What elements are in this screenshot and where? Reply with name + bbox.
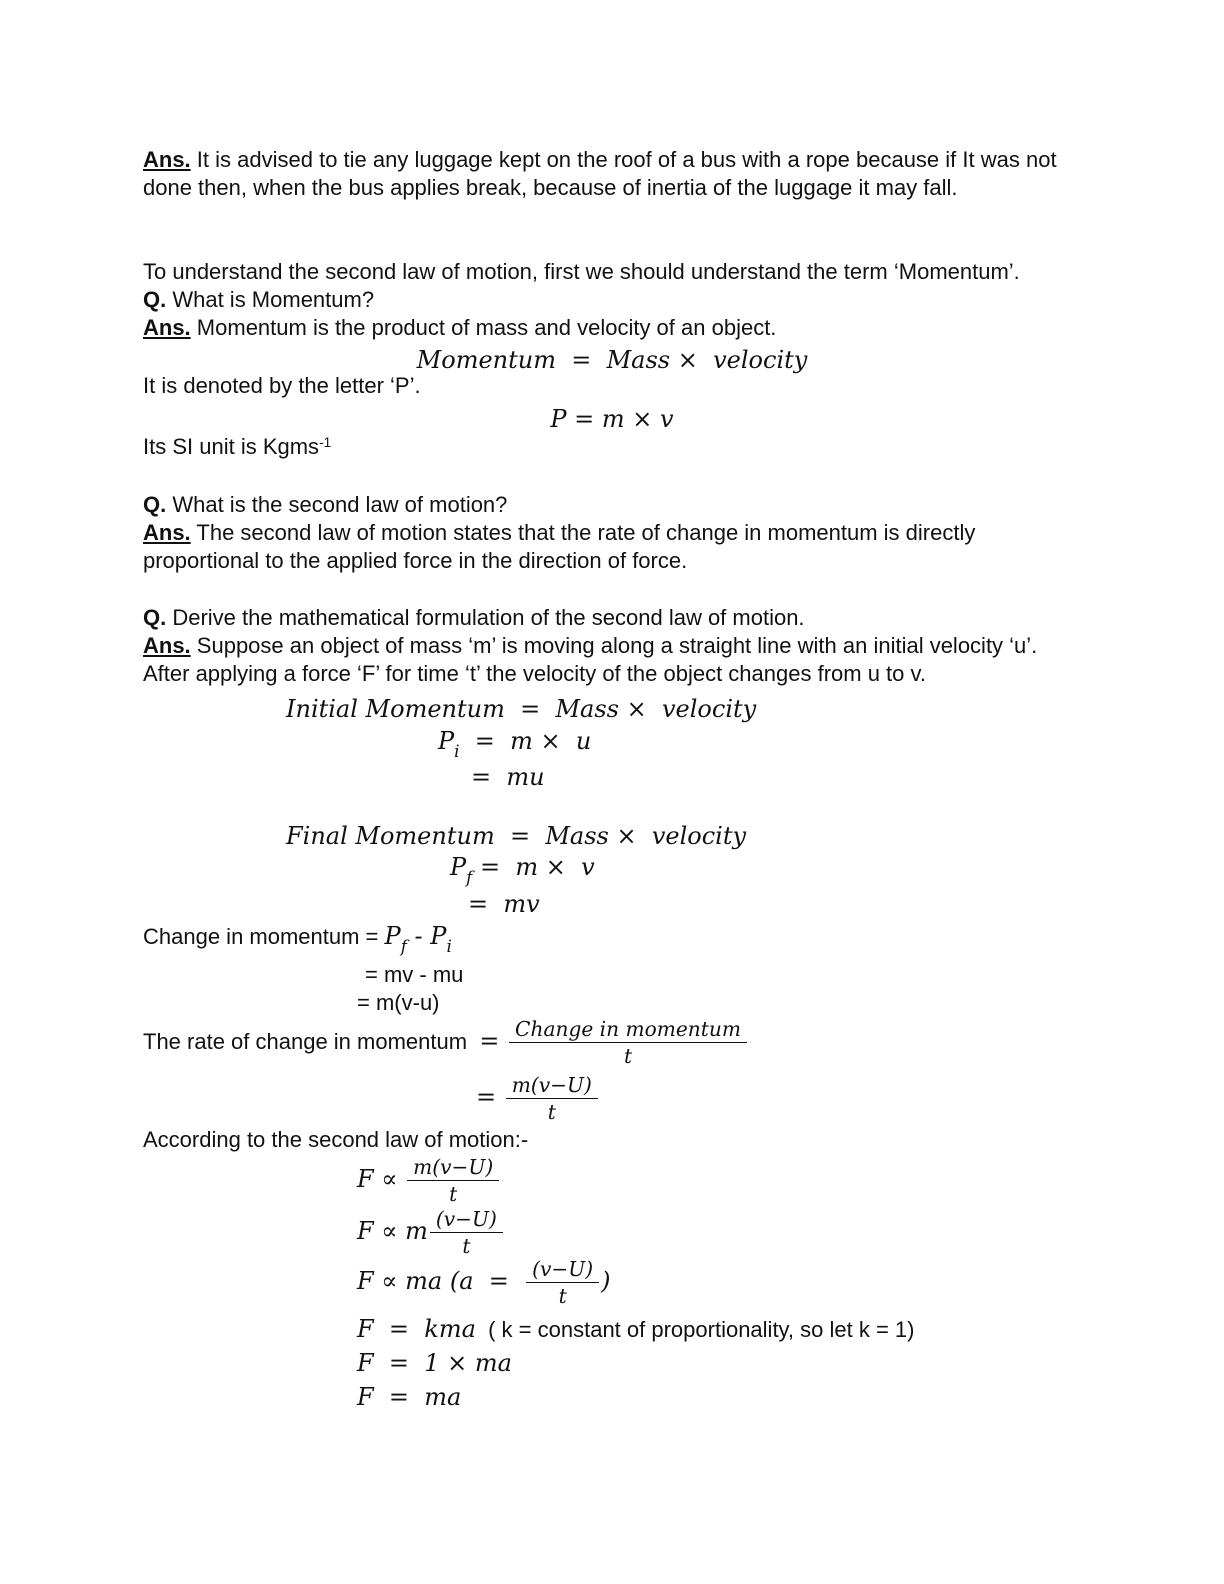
equation-initial-momentum: Initial Momentum = Mass × velocity bbox=[286, 695, 757, 723]
ans-label: Ans. bbox=[143, 315, 191, 340]
si-unit-line: Its SI unit is Kgms$^{-1}$ bbox=[143, 434, 332, 459]
answer-derive-line-1: Ans. Suppose an object of mass ‘m’ is moving along a straight line with an initial velocity ‘u’. bbox=[143, 633, 1038, 658]
equation-f-proportional-1: F ∝ $\frac{m(v-U)}{t}$ bbox=[357, 1156, 501, 1205]
q-label: Q. bbox=[143, 605, 167, 630]
answer-luggage-text-2: done then, when the bus applies break, because of inertia of the luggage it may fall. bbox=[143, 175, 958, 200]
answer-second-law-line-2: proportional to the applied force in the direction of force. bbox=[143, 548, 688, 573]
fraction-change-over-t: $\frac{\text{Change in momentum}}{t}$ bbox=[509, 1018, 747, 1067]
equation-m-v-minus-u: = m(v-u) bbox=[357, 990, 440, 1015]
subscript-f: f bbox=[466, 867, 473, 888]
answer-momentum: Ans. Momentum is the product of mass and velocity of an object. bbox=[143, 315, 777, 340]
equation-f-proportional-3: F ∝ ma (a = $\frac{(v-U)}{t}$ ) bbox=[357, 1257, 611, 1309]
equation-f-kma: F = kma ( k = constant of proportionality, so let k = 1) bbox=[357, 1315, 915, 1343]
subscript-f: f bbox=[400, 936, 407, 957]
equation-mv: = mv bbox=[468, 890, 540, 918]
equation-p-definition: P = m × v bbox=[550, 405, 674, 433]
q-label: Q. bbox=[143, 492, 167, 517]
equation-mv-minus-mu: = mv - mu bbox=[365, 962, 464, 987]
equation-pf: $P_f = m \times v$ bbox=[450, 853, 595, 888]
rate-of-change-line-2: = $\frac{m(v-U)}{t}$ bbox=[476, 1074, 600, 1123]
pf-symbol: $P_f - P_i$ bbox=[384, 922, 452, 957]
rate-equals: = $\frac{\text{Change in momentum}}{t}$ bbox=[479, 1027, 749, 1055]
equation-pi: $P_i = m \times u$ bbox=[438, 727, 592, 762]
proportionality-note: ( k = constant of proportionality, so let k = 1) bbox=[475, 1317, 915, 1342]
change-in-momentum-line: Change in momentum = $P_f - P_i$ bbox=[143, 922, 452, 957]
answer-luggage-line-2 bbox=[143, 174, 958, 202]
question-derive: Q. Derive the mathematical formulation of the second law of motion. bbox=[143, 605, 805, 630]
fraction-vU-over-t: $\frac{(v-U)}{t}$ bbox=[526, 1258, 599, 1307]
ans-label: Ans. bbox=[143, 633, 191, 658]
fraction-vU-over-t: $\frac{(v-U)}{t}$ bbox=[430, 1208, 503, 1257]
ans-label: Ans. bbox=[143, 520, 191, 545]
equation-final-momentum: Final Momentum = Mass × velocity bbox=[286, 822, 747, 850]
according-line: According to the second law of motion:- bbox=[143, 1127, 529, 1152]
intro-momentum: To understand the second law of motion, first we should understand the term ‘Momentum’. bbox=[143, 259, 1020, 284]
answer-second-law-line-1: Ans. The second law of motion states that the rate of change in momentum is directly bbox=[143, 520, 976, 545]
equation-f-ma: F = ma bbox=[357, 1383, 462, 1411]
denoted-by-line: It is denoted by the letter ‘P’. bbox=[143, 373, 421, 398]
equation-mu: = mu bbox=[471, 763, 545, 791]
q-label: Q. bbox=[143, 287, 167, 312]
ans-label: Ans. bbox=[143, 147, 191, 172]
answer-derive-line-2: After applying a force ‘F’ for time ‘t’ the velocity of the object changes from u to v. bbox=[143, 661, 926, 686]
fraction-mvU-over-t: $\frac{m(v-U)}{t}$ bbox=[407, 1156, 499, 1205]
si-unit-exponent: -1 bbox=[319, 434, 332, 450]
equation-f-1ma: F = 1 × ma bbox=[357, 1349, 512, 1377]
subscript-i: i bbox=[454, 741, 460, 762]
fraction-mvU-over-t: $\frac{m(v-U)}{t}$ bbox=[506, 1074, 598, 1123]
question-second-law: Q. What is the second law of motion? bbox=[143, 492, 508, 517]
equation-f-proportional-2: F ∝ m $\frac{(v-U)}{t}$ bbox=[357, 1208, 505, 1257]
equation-momentum-definition: Momentum = Mass × velocity bbox=[416, 346, 808, 374]
answer-luggage-text-1: It is advised to tie any luggage kept on the roof of a bus with a rope because if It was not bbox=[190, 147, 1057, 172]
answer-luggage-line-1 bbox=[143, 146, 1057, 174]
rate-of-change-line: The rate of change in momentum = $\frac{\text{Change in momentum}}{t}$ bbox=[143, 1018, 749, 1067]
subscript-i: i bbox=[446, 936, 452, 957]
question-momentum: Q. What is Momentum? bbox=[143, 287, 375, 312]
